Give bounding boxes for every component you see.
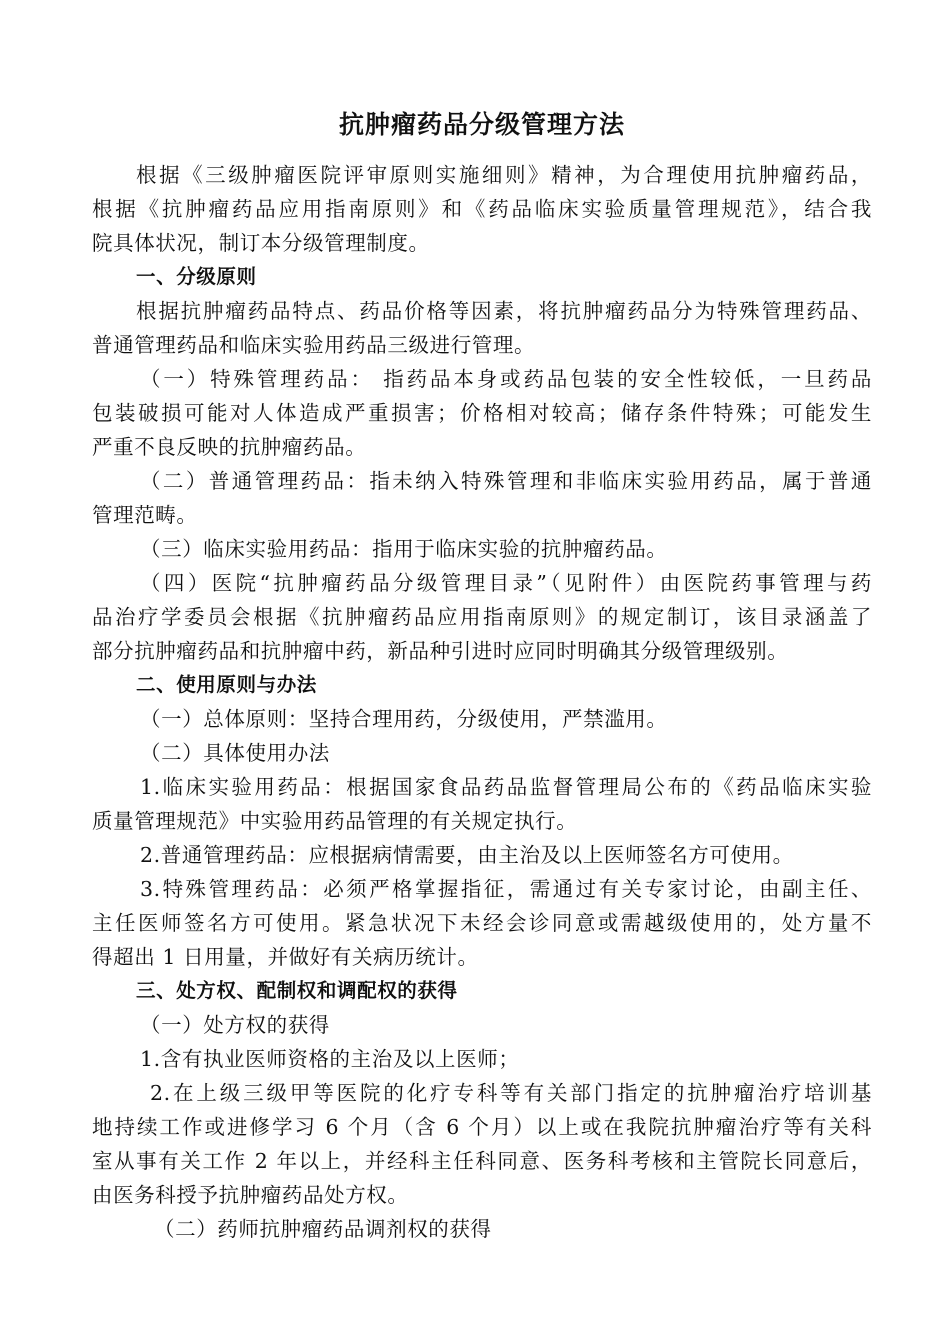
text-line: 1.临床实验用药品：根据国家食品药品监督管理局公布的《药品临床实验 (140, 775, 872, 799)
method-3 (92, 872, 872, 974)
text-line: 严重不良反映的抗肿瘤药品。 (92, 435, 367, 459)
text-line: （一）特殊管理药品： 指药品本身或药品包装的安全性较低，一旦药品 (140, 367, 872, 391)
text-line: 3.特殊管理药品：必须严格掌握指征，需通过有关专家讨论，由副主任、 (140, 877, 872, 901)
text-line: 室从事有关工作 2 年以上，并经科主任科同意、医务科考核和主管院长同意后， (92, 1149, 872, 1173)
text-line: 包装破损可能对人体造成严重损害；价格相对较高；储存条件特殊；可能发生 (92, 401, 872, 425)
intro-paragraph (92, 158, 872, 260)
method-1 (92, 770, 872, 838)
text-line: （四）医院“抗肿瘤药品分级管理目录”（见附件）由医院药事管理与药 (140, 571, 872, 595)
text-line: 得超出 1 日用量，并做好有关病历统计。 (92, 945, 479, 969)
item-general-principle: （一）总体原则：坚持合理用药，分级使用，严禁滥用。 (140, 707, 668, 731)
text-line: 主任医师签名方可使用。紧急状况下未经会诊同意或需越级使用的，处方量不 (92, 911, 872, 935)
text-line: 由医务科授予抗肿瘤药品处方权。 (92, 1183, 409, 1207)
method-2: 2.普通管理药品：应根据病情需要，由主治及以上医师签名方可使用。 (140, 843, 794, 867)
text-line: 品治疗学委员会根据《抗肿瘤药品应用指南原则》的规定制订，该目录涵盖了 (92, 605, 872, 629)
section-heading-3: 三、处方权、配制权和调配权的获得 (136, 979, 458, 1002)
item-clinical-trial-drugs: （三）临床实验用药品：指用于临床实验的抗肿瘤药品。 (140, 537, 668, 561)
prescription-condition-1: 1.含有执业医师资格的主治及以上医师； (140, 1047, 520, 1071)
item-specific-methods: （二）具体使用办法 (140, 741, 330, 765)
text-line: 根据《三级肿瘤医院评审原则实施细则》精神，为合理使用抗肿瘤药品， (136, 163, 872, 187)
item-special-drugs (92, 362, 872, 464)
text-line: 根据抗肿瘤药品特点、药品价格等因素，将抗肿瘤药品分为特殊管理药品、 (136, 299, 872, 323)
text-line: 根据《抗肿瘤药品应用指南原则》和《药品临床实验质量管理规范》，结合我 (92, 197, 872, 221)
text-line: 普通管理药品和临床实验用药品三级进行管理。 (92, 333, 536, 357)
section-1-paragraph (92, 294, 872, 362)
document-title: 抗肿瘤药品分级管理方法 (338, 110, 625, 139)
item-general-drugs (92, 464, 872, 532)
prescription-condition-2 (92, 1076, 872, 1212)
text-line: （二）普通管理药品：指未纳入特殊管理和非临床实验用药品，属于普通 (140, 469, 872, 493)
text-line: 部分抗肿瘤药品和抗肿瘤中药，新品种引进时应同时明确其分级管理级别。 (92, 639, 789, 663)
text-line: 质量管理规范》中实验用药品管理的有关规定执行。 (92, 809, 578, 833)
text-line: 管理范畴。 (92, 503, 198, 527)
item-prescription-right: （一）处方权的获得 (140, 1013, 330, 1037)
section-heading-2: 二、使用原则与办法 (136, 673, 317, 696)
text-line: 院具体状况，制订本分级管理制度。 (92, 231, 430, 255)
text-line: 地持续工作或进修学习 6 个月（含 6 个月）以上或在我院抗肿瘤治疗等有关科 (92, 1115, 872, 1139)
section-heading-1: 一、分级原则 (136, 265, 257, 288)
document-page (92, 108, 872, 1246)
text-line: 2.在上级三级甲等医院的化疗专科等有关部门指定的抗肿瘤治疗培训基 (150, 1081, 872, 1105)
item-catalog (92, 566, 872, 668)
item-dispensing-right: （二）药师抗肿瘤药品调剂权的获得 (154, 1217, 492, 1241)
